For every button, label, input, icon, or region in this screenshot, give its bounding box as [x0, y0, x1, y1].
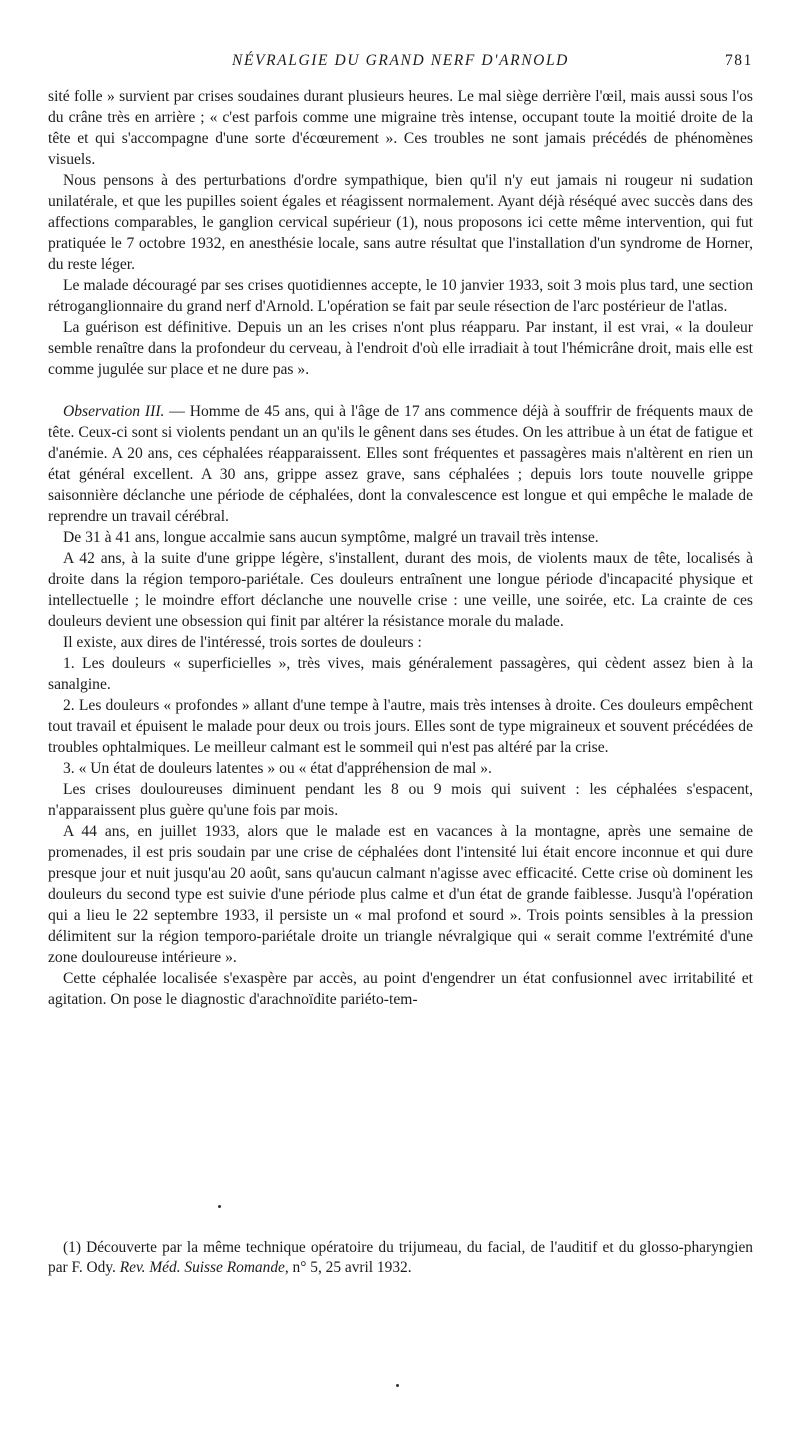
running-head [48, 52, 753, 78]
paragraph: A 44 ans, en juillet 1933, alors que le malade est en vacances à la montagne, après une semaine de promenades, il est pris soudain par une crise de céphalées dont l'intensité lui était encore inconnue et qui dure presque jour et nuit jusqu'au 20 août, sans qu'aucun calmant n'agisse avec efficacité. Cette crise où dominent les douleurs du second type est suivie d'une période plus calme et d'un état de grande faiblesse. Jusqu'à l'opération qui a lieu le 22 septembre 1933, il persiste un « mal profond et sourd ». Trois points sensibles à la pression délimitent sur la région temporo-pariétale droite un triangle névralgique qui « serait comme l'extrémité d'une zone douloureuse intérieure ». [48, 823, 753, 966]
footnote-journal: Rev. Méd. Suisse Romande [119, 1259, 285, 1276]
footnote-text: (1) Découverte par la même technique opératoire du trijumeau, du facial, de l'auditif et du glosso-pharyngien par F. Ody. [48, 1239, 753, 1276]
page [48, 52, 753, 1010]
paragraph: Nous pensons à des perturbations d'ordre sympathique, bien qu'il n'y eut jamais ni rougeur ni sudation unilatérale, et que les pupilles soient égales et réagissent normalement. Ayant déjà réséqué avec succès dans des affections comparables, le ganglion cervical supérieur (1), nous proposons ici cette même intervention, qui fut pratiquée le 7 octobre 1932, en anesthésie locale, sans autre résultat que l'installation d'un syndrome de Horner, du reste léger. [48, 172, 753, 273]
paragraph: Cette céphalée localisée s'exaspère par accès, au point d'engendrer un état confusionnel avec irritabilité et agitation. On pose le diagnostic d'arachnoïdite pariéto-tem- [48, 970, 753, 1008]
paragraph: Le malade découragé par ses crises quotidiennes accepte, le 10 janvier 1933, soit 3 mois plus tard, une section rétroganglionnaire du grand nerf d'Arnold. L'opération se fait par seule résection de l'arc postérieur de l'atlas. [48, 277, 753, 315]
footnote-tail: , n° 5, 25 avril 1932. [284, 1259, 412, 1276]
print-speck [396, 1384, 399, 1387]
paragraph-continued: sité folle » survient par crises soudaines durant plusieurs heures. Le mal siège derrière l'œil, mais aussi sous l'os du crâne très en arrière ; « c'est parfois comme une migraine très intense, occupant toute la moitié droite de la tête et qui s'accompagne d'une sorte d'écœurement ». Ces troubles ne sont jamais précédés de phénomènes visuels. [48, 88, 753, 168]
footnote [48, 1238, 753, 1278]
observation-title: Observation III. [63, 403, 165, 420]
observation-text: — Homme de 45 ans, qui à l'âge de 17 ans commence déjà à souffrir de fréquents maux de tête. Ceux-ci sont si violents pendant un an qu'ils le gênent dans ses études. On les attribue à un état de fatigue et d'anémie. A 20 ans, ces céphalées réapparaissent. Elles sont fréquentes et passagères mais n'altèrent en rien un état général excellent. A 30 ans, grippe assez grave, sans céphalées ; depuis lors toute nouvelle grippe saisonnière déclanche une période de céphalées, dont la convalescence est longue et qui empêche le malade de reprendre un travail cérébral. [48, 403, 753, 525]
observation-paragraph [48, 401, 753, 527]
paragraph: La guérison est définitive. Depuis un an les crises n'ont plus réapparu. Par instant, il est vrai, « la douleur semble renaître dans la profondeur du cerveau, à l'endroit d'où elle irradiait à tout l'hémicrâne droit, mais elle est comme jugulée sur place et ne dure pas ». [48, 319, 753, 378]
paragraph: Il existe, aux dires de l'intéressé, trois sortes de douleurs : [63, 634, 422, 651]
running-title: NÉVRALGIE DU GRAND NERF D'ARNOLD [232, 52, 569, 69]
print-speck [218, 1205, 221, 1208]
list-item: 1. Les douleurs « superficielles », très vives, mais généralement passagères, qui cèdent assez bien à la sanalgine. [48, 655, 753, 693]
body-text [48, 86, 753, 1010]
page-number: 781 [724, 52, 753, 69]
paragraph: De 31 à 41 ans, longue accalmie sans aucun symptôme, malgré un travail très intense. [63, 529, 599, 546]
paragraph: Les crises douloureuses diminuent pendant les 8 ou 9 mois qui suivent : les céphalées s'espacent, n'apparaissent plus guère qu'une fois par mois. [48, 781, 753, 819]
list-item: 2. Les douleurs « profondes » allant d'une tempe à l'autre, mais très intenses à droite. Ces douleurs empêchent tout travail et épuisent le malade pour deux ou trois jours. Elles sont de type migraineux et souvent précédées de troubles ophtalmiques. Le meilleur calmant est le sommeil qui n'est pas altéré par la crise. [48, 697, 753, 756]
paragraph: A 42 ans, à la suite d'une grippe légère, s'installent, durant des mois, de violents maux de tête, localisés à droite dans la région temporo-pariétale. Ces douleurs entraînent une longue période d'incapacité physique et intellectuelle ; le moindre effort déclanche une nouvelle crise : une veille, une soirée, etc. La crainte de ces douleurs devient une obsession qui finit par altérer la résistance morale du malade. [48, 550, 753, 630]
list-item: 3. « Un état de douleurs latentes » ou « état d'appréhension de mal ». [63, 760, 492, 777]
